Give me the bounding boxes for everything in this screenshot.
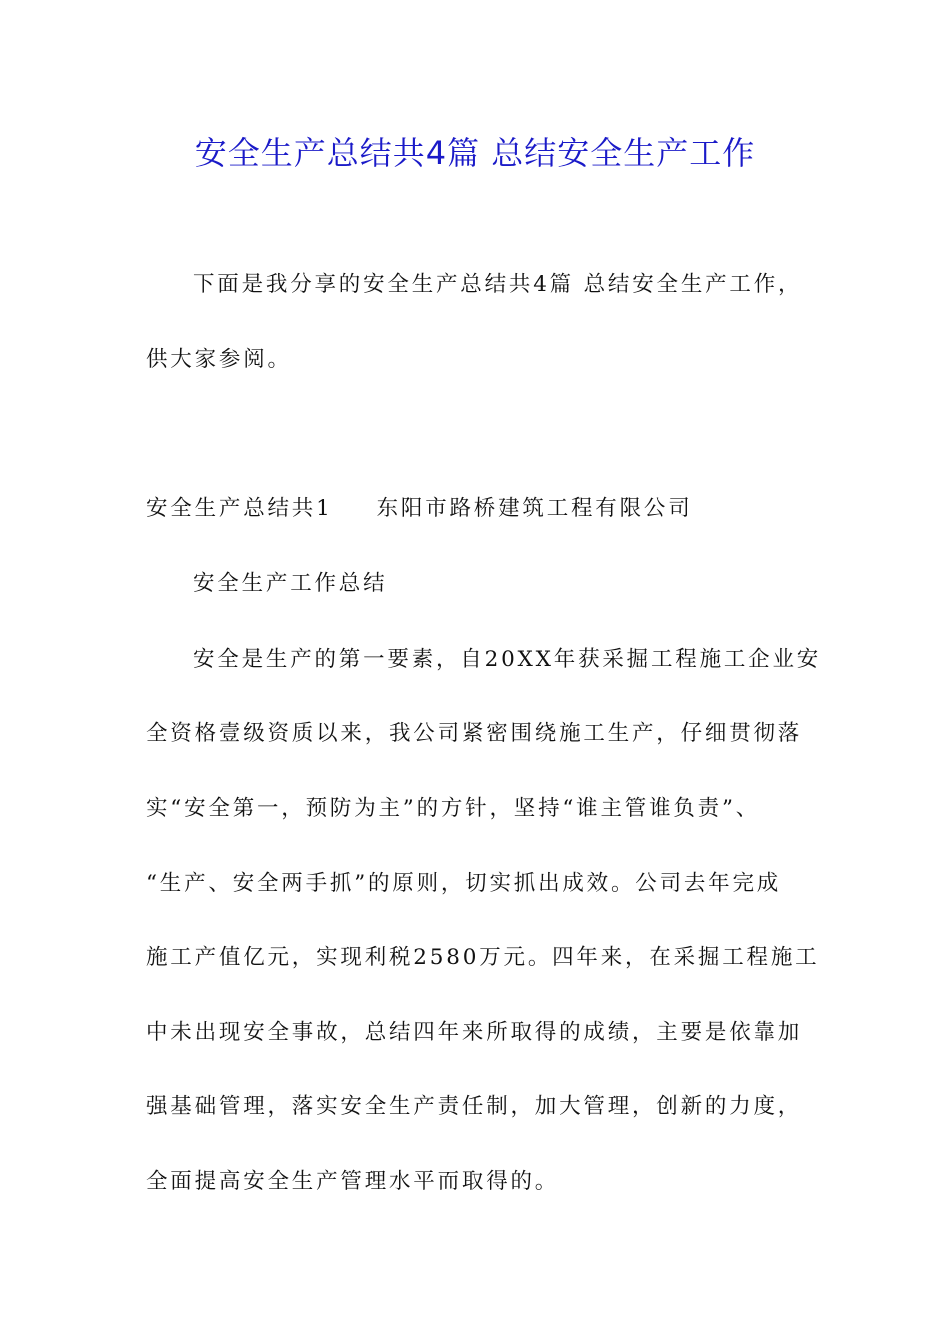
intro-line-2: 供大家参阅。: [146, 347, 292, 372]
body-line-3: 实“安全第一，预防为主”的方针，坚持“谁主管谁负责”、: [146, 796, 761, 821]
body-line-6: 中未出现安全事故，总结四年来所取得的成绩，主要是依靠加: [146, 1020, 803, 1045]
section-subtitle: 安全生产工作总结: [193, 571, 388, 596]
document-title: 安全生产总结共4篇 总结安全生产工作: [194, 134, 756, 172]
body-line-2: 全资格壹级资质以来，我公司紧密围绕施工生产，仔细贯彻落: [146, 721, 803, 746]
section-heading-row: [146, 494, 693, 524]
intro-line-1: 下面是我分享的安全生产总结共4篇 总结安全生产工作，: [193, 272, 803, 297]
section-heading: 安全生产总结共1: [146, 496, 333, 521]
company-name: 东阳市路桥建筑工程有限公司: [376, 496, 693, 521]
body-line-8: 全面提高安全生产管理水平而取得的。: [146, 1169, 560, 1194]
body-line-1: 安全是生产的第一要素，自20XX年获采掘工程施工企业安: [193, 647, 822, 672]
body-line-4: “生产、安全两手抓”的原则，切实抓出成效。公司去年完成: [146, 871, 782, 896]
body-line-5: 施工产值亿元，实现利税2580万元。四年来，在采掘工程施工: [146, 945, 820, 970]
body-line-7: 强基础管理，落实安全生产责任制，加大管理，创新的力度，: [146, 1094, 803, 1119]
